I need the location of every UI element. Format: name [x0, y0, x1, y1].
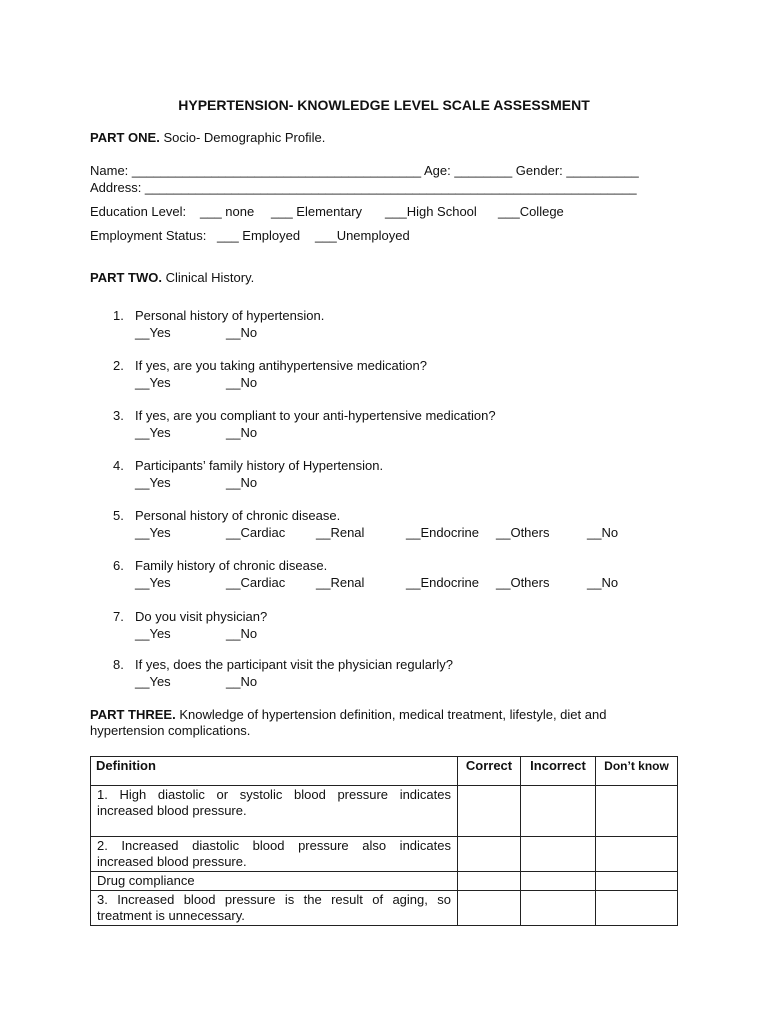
option-no[interactable]: __No [226, 375, 258, 390]
header-incorrect: Incorrect [521, 757, 596, 786]
table-row [91, 872, 678, 891]
dont-know-cell[interactable] [596, 837, 678, 872]
question-number: 6. [113, 558, 124, 573]
header-dont-know: Don’t know [596, 757, 678, 786]
question-text: If yes, are you taking antihypertensive medication? [135, 358, 427, 373]
part-one-header [90, 130, 325, 146]
question-number: 1. [113, 308, 124, 323]
incorrect-cell[interactable] [521, 872, 596, 891]
part-two-header [90, 270, 254, 286]
page-title: HYPERTENSION- KNOWLEDGE LEVEL SCALE ASSESSMENT [178, 97, 590, 113]
option-others[interactable]: __Others [496, 575, 550, 590]
education-option-none[interactable]: ___ none [200, 204, 255, 219]
option-renal[interactable]: __Renal [316, 525, 365, 540]
correct-cell[interactable] [458, 786, 521, 837]
table-row [91, 837, 678, 872]
table-header-row [91, 757, 678, 786]
option-no[interactable]: __No [587, 575, 619, 590]
option-others[interactable]: __Others [496, 525, 550, 540]
option-yes[interactable]: __Yes [135, 626, 171, 641]
option-endocrine[interactable]: __Endocrine [406, 575, 479, 590]
incorrect-cell[interactable] [521, 837, 596, 872]
option-cardiac[interactable]: __Cardiac [226, 575, 286, 590]
option-endocrine[interactable]: __Endocrine [406, 525, 479, 540]
part-three-text: Knowledge of hypertension definition, medical treatment, lifestyle, diet and [179, 707, 607, 722]
option-yes[interactable]: __Yes [135, 325, 171, 340]
header-correct: Correct [458, 757, 521, 786]
option-yes[interactable]: __Yes [135, 525, 171, 540]
part-two-subtitle: Clinical History. [165, 270, 255, 285]
question-text: Personal history of chronic disease. [135, 508, 341, 523]
option-yes[interactable]: __Yes [135, 375, 171, 390]
dont-know-cell[interactable] [596, 891, 678, 926]
part-two-heading: PART TWO. [90, 270, 162, 285]
question-number: 4. [113, 458, 124, 473]
definition-cell: 2. Increased diastolic blood pressure also indicates increased blood pressure. [91, 837, 458, 872]
part-three-text-continued: hypertension complications. [90, 723, 251, 738]
knowledge-table [90, 756, 678, 926]
option-yes[interactable]: __Yes [135, 674, 171, 689]
part-three-heading: PART THREE. [90, 707, 176, 722]
education-option-college[interactable]: ___College [498, 204, 564, 219]
correct-cell[interactable] [458, 872, 521, 891]
option-no[interactable]: __No [226, 674, 258, 689]
table-row [91, 786, 678, 837]
incorrect-cell[interactable] [521, 786, 596, 837]
option-no[interactable]: __No [226, 626, 258, 641]
employment-option-employed[interactable]: ___ Employed [217, 228, 301, 243]
question-text: Participants’ family history of Hypertension. [135, 458, 384, 473]
question-number: 3. [113, 408, 124, 423]
option-no[interactable]: __No [226, 425, 258, 440]
address-line[interactable]: Address: ____________________________________________________________________ [90, 180, 637, 195]
part-one-subtitle: Socio- Demographic Profile. [163, 130, 326, 145]
option-yes[interactable]: __Yes [135, 575, 171, 590]
option-renal[interactable]: __Renal [316, 575, 365, 590]
option-cardiac[interactable]: __Cardiac [226, 525, 286, 540]
name-age-gender-line[interactable]: Name: ________________________________________ Age: ________ Gender: __________ [90, 163, 639, 178]
education-option-high-school[interactable]: ___High School [385, 204, 477, 219]
option-yes[interactable]: __Yes [135, 425, 171, 440]
definition-cell: Drug compliance [91, 872, 458, 891]
employment-label: Employment Status: [90, 228, 207, 243]
question-text: If yes, are you compliant to your anti-hypertensive medication? [135, 408, 496, 423]
question-number: 5. [113, 508, 124, 523]
option-yes[interactable]: __Yes [135, 475, 171, 490]
option-no[interactable]: __No [226, 325, 258, 340]
question-number: 7. [113, 609, 124, 624]
dont-know-cell[interactable] [596, 872, 678, 891]
part-one-heading: PART ONE. [90, 130, 160, 145]
education-label: Education Level: [90, 204, 187, 219]
dont-know-cell[interactable] [596, 786, 678, 837]
question-text: Personal history of hypertension. [135, 308, 325, 323]
option-no[interactable]: __No [587, 525, 619, 540]
education-option-elementary[interactable]: ___ Elementary [271, 204, 363, 219]
question-text: Do you visit physician? [135, 609, 268, 624]
correct-cell[interactable] [458, 891, 521, 926]
definition-cell: 1. High diastolic or systolic blood pressure indicates increased blood pressure. [91, 786, 458, 837]
question-number: 8. [113, 657, 124, 672]
option-no[interactable]: __No [226, 475, 258, 490]
part-three-header [90, 707, 606, 723]
definition-cell: 3. Increased blood pressure is the result of aging, so treatment is unnecessary. [91, 891, 458, 926]
question-text: Family history of chronic disease. [135, 558, 328, 573]
incorrect-cell[interactable] [521, 891, 596, 926]
question-text: If yes, does the participant visit the physician regularly? [135, 657, 453, 672]
employment-option-unemployed[interactable]: ___Unemployed [315, 228, 410, 243]
header-definition: Definition [91, 757, 458, 786]
question-number: 2. [113, 358, 124, 373]
table-row [91, 891, 678, 926]
correct-cell[interactable] [458, 837, 521, 872]
